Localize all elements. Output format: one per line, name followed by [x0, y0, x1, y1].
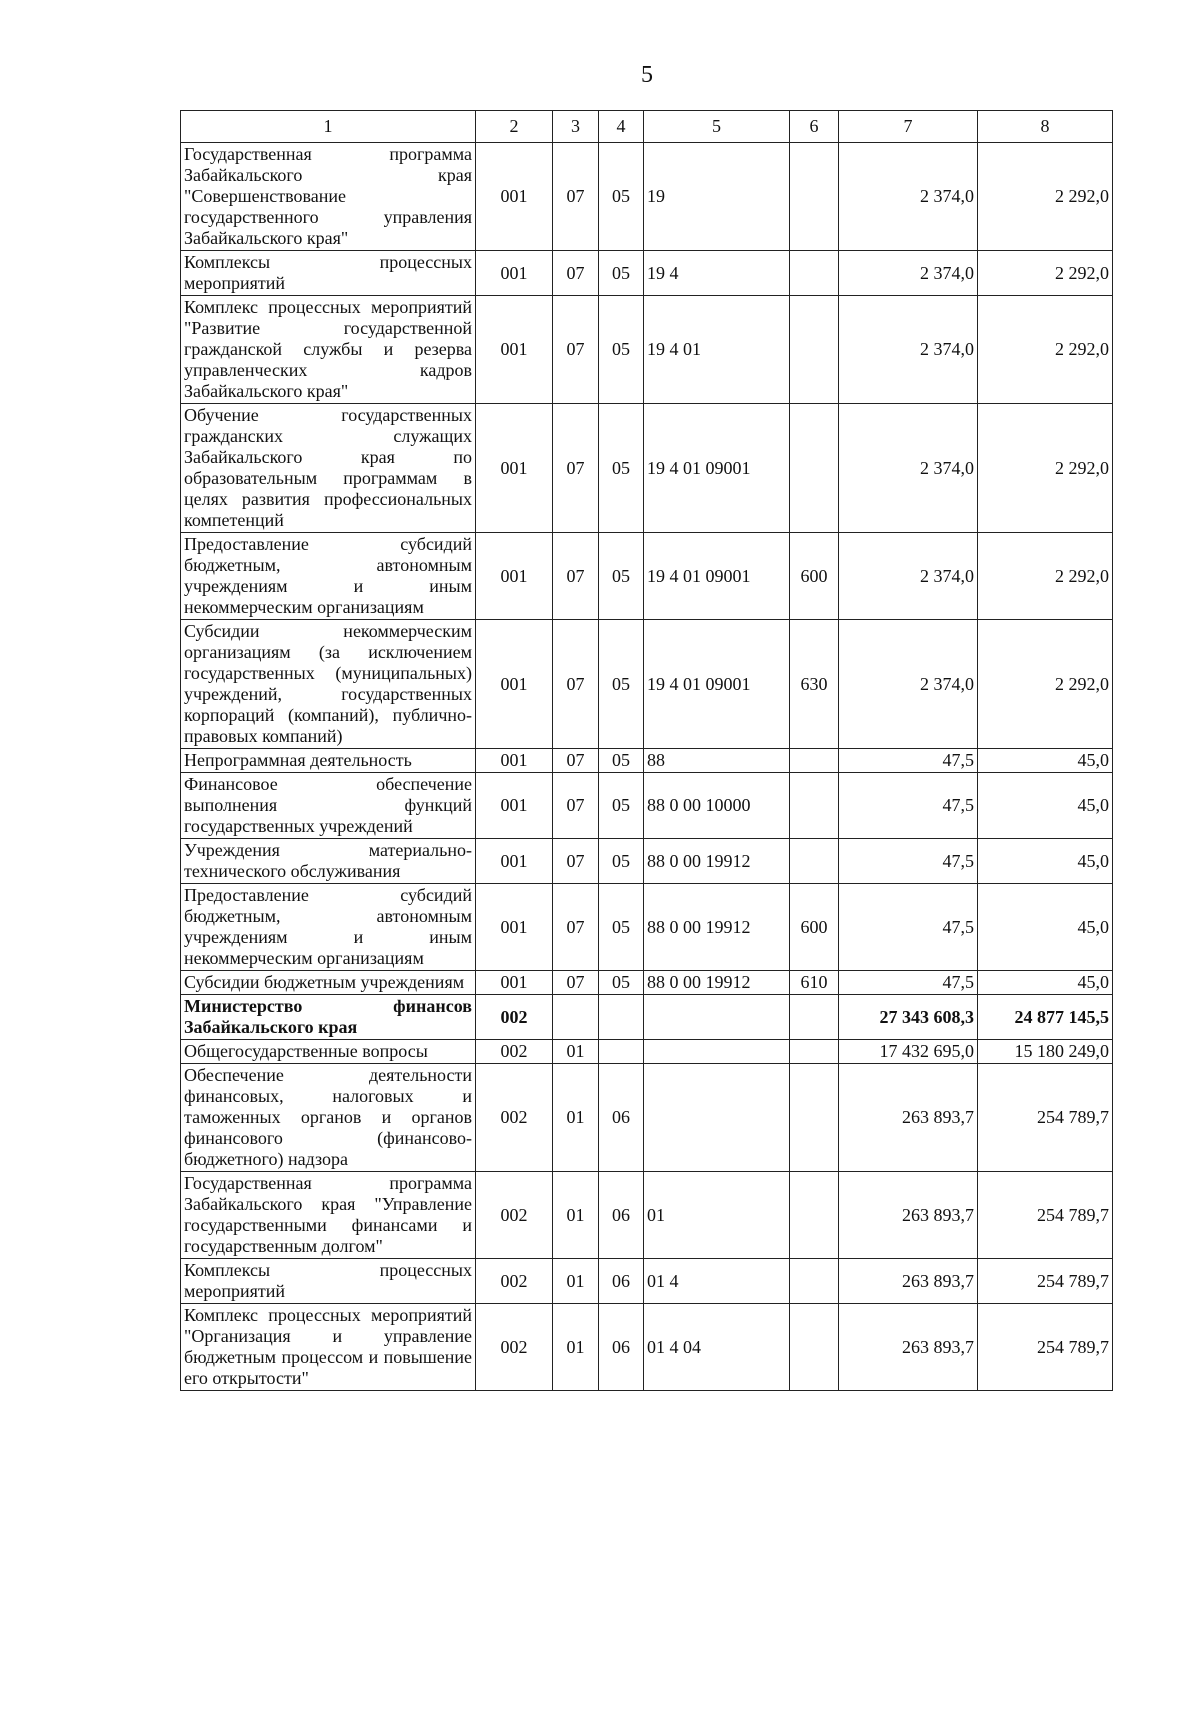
- section-cell: 07: [553, 839, 599, 884]
- row-name-cell: Обеспечение деятельности финансовых, налоговых и таможенных органов и органов финансового (финансово-бюджетного) надзора: [181, 1064, 476, 1172]
- amount-year2-cell: 254 789,7: [978, 1172, 1113, 1259]
- subsection-cell: 05: [599, 620, 644, 749]
- page-number: 5: [641, 62, 653, 88]
- amount-year2-cell: 254 789,7: [978, 1304, 1113, 1391]
- amount-year1-cell: 2 374,0: [839, 533, 978, 620]
- section-cell: 07: [553, 533, 599, 620]
- amount-year1-cell: 263 893,7: [839, 1304, 978, 1391]
- expense-type-cell: [790, 773, 839, 839]
- amount-year2-cell: 24 877 145,5: [978, 995, 1113, 1040]
- row-name-cell: Предоставление субсидий бюджетным, автономным учреждениям и иным некоммерческим организациям: [181, 884, 476, 971]
- column-header: 7: [839, 111, 978, 143]
- row-name-cell: Обучение государственных гражданских служащих Забайкальского края по образовательным программам в целях развития профессиональных компетенций: [181, 404, 476, 533]
- row-name-cell: Финансовое обеспечение выполнения функций государственных учреждений: [181, 773, 476, 839]
- section-cell: 01: [553, 1040, 599, 1064]
- expense-type-cell: [790, 251, 839, 296]
- target-article-cell: 88: [644, 749, 790, 773]
- amount-year2-cell: 2 292,0: [978, 143, 1113, 251]
- admin-code-cell: 002: [476, 1040, 553, 1064]
- amount-year2-cell: 45,0: [978, 884, 1113, 971]
- target-article-cell: 88 0 00 19912: [644, 839, 790, 884]
- admin-code-cell: 002: [476, 995, 553, 1040]
- section-cell: 01: [553, 1304, 599, 1391]
- subsection-cell: 06: [599, 1304, 644, 1391]
- subsection-cell: 05: [599, 884, 644, 971]
- admin-code-cell: 001: [476, 251, 553, 296]
- table-row: [181, 620, 1113, 749]
- row-name-cell: Общегосударственные вопросы: [181, 1040, 476, 1064]
- expense-type-cell: [790, 839, 839, 884]
- table-row: [181, 251, 1113, 296]
- admin-code-cell: 002: [476, 1304, 553, 1391]
- table-row: [181, 1040, 1113, 1064]
- target-article-cell: 01: [644, 1172, 790, 1259]
- row-name-cell: Комплексы процессных мероприятий: [181, 251, 476, 296]
- row-name-cell: Комплексы процессных мероприятий: [181, 1259, 476, 1304]
- target-article-cell: 88 0 00 10000: [644, 773, 790, 839]
- expense-type-cell: [790, 1172, 839, 1259]
- subsection-cell: 05: [599, 251, 644, 296]
- amount-year2-cell: 2 292,0: [978, 533, 1113, 620]
- expense-type-cell: 600: [790, 533, 839, 620]
- admin-code-cell: 002: [476, 1064, 553, 1172]
- column-header: 5: [644, 111, 790, 143]
- amount-year1-cell: 47,5: [839, 749, 978, 773]
- amount-year2-cell: 45,0: [978, 971, 1113, 995]
- section-cell: 01: [553, 1064, 599, 1172]
- table-row: [181, 296, 1113, 404]
- row-name-cell: Министерство финансов Забайкальского края: [181, 995, 476, 1040]
- target-article-cell: [644, 1040, 790, 1064]
- table-row: [181, 533, 1113, 620]
- budget-table: [180, 110, 1113, 1391]
- subsection-cell: 05: [599, 533, 644, 620]
- amount-year2-cell: 2 292,0: [978, 620, 1113, 749]
- amount-year1-cell: 263 893,7: [839, 1064, 978, 1172]
- subsection-cell: 05: [599, 404, 644, 533]
- section-cell: 01: [553, 1172, 599, 1259]
- admin-code-cell: 001: [476, 143, 553, 251]
- subsection-cell: 05: [599, 296, 644, 404]
- amount-year2-cell: 45,0: [978, 773, 1113, 839]
- expense-type-cell: [790, 1304, 839, 1391]
- section-cell: 07: [553, 773, 599, 839]
- table-row: [181, 749, 1113, 773]
- row-name-cell: Непрограммная деятельность: [181, 749, 476, 773]
- subsection-cell: [599, 995, 644, 1040]
- column-header: 2: [476, 111, 553, 143]
- expense-type-cell: 630: [790, 620, 839, 749]
- section-cell: 07: [553, 620, 599, 749]
- table-row: [181, 1304, 1113, 1391]
- subsection-cell: 05: [599, 839, 644, 884]
- admin-code-cell: 001: [476, 404, 553, 533]
- admin-code-cell: 001: [476, 533, 553, 620]
- table-row: [181, 839, 1113, 884]
- table-row: [181, 884, 1113, 971]
- admin-code-cell: 001: [476, 749, 553, 773]
- subsection-cell: 05: [599, 971, 644, 995]
- table-row: [181, 1172, 1113, 1259]
- table-row: [181, 995, 1113, 1040]
- subsection-cell: 05: [599, 773, 644, 839]
- row-name-cell: Государственная программа Забайкальского края "Управление государственными финансами и государственным долгом": [181, 1172, 476, 1259]
- column-header: 4: [599, 111, 644, 143]
- expense-type-cell: [790, 143, 839, 251]
- section-cell: 07: [553, 971, 599, 995]
- amount-year1-cell: 2 374,0: [839, 404, 978, 533]
- expense-type-cell: 610: [790, 971, 839, 995]
- table-row: [181, 971, 1113, 995]
- amount-year1-cell: 2 374,0: [839, 143, 978, 251]
- amount-year2-cell: 2 292,0: [978, 404, 1113, 533]
- expense-type-cell: [790, 1064, 839, 1172]
- expense-type-cell: 600: [790, 884, 839, 971]
- table-row: [181, 143, 1113, 251]
- expense-type-cell: [790, 995, 839, 1040]
- section-cell: 07: [553, 251, 599, 296]
- row-name-cell: Комплекс процессных мероприятий "Развитие государственной гражданской службы и резерва управленческих кадров Забайкальского края": [181, 296, 476, 404]
- target-article-cell: 88 0 00 19912: [644, 971, 790, 995]
- row-name-cell: Комплекс процессных мероприятий "Организация и управление бюджетным процессом и повышение его открытости": [181, 1304, 476, 1391]
- section-cell: 07: [553, 296, 599, 404]
- row-name-cell: Субсидии бюджетным учреждениям: [181, 971, 476, 995]
- amount-year2-cell: 2 292,0: [978, 251, 1113, 296]
- target-article-cell: 19 4 01 09001: [644, 404, 790, 533]
- admin-code-cell: 001: [476, 971, 553, 995]
- section-cell: 07: [553, 884, 599, 971]
- amount-year2-cell: 2 292,0: [978, 296, 1113, 404]
- column-header: 1: [181, 111, 476, 143]
- subsection-cell: 06: [599, 1259, 644, 1304]
- amount-year1-cell: 47,5: [839, 773, 978, 839]
- table-row: [181, 1064, 1113, 1172]
- subsection-cell: 06: [599, 1172, 644, 1259]
- table-row: [181, 773, 1113, 839]
- amount-year1-cell: 2 374,0: [839, 620, 978, 749]
- table-header-row: [181, 111, 1113, 143]
- row-name-cell: Субсидии некоммерческим организациям (за исключением государственных (муниципальных) учреждений, государственных корпораций (компаний), публично-правовых компаний): [181, 620, 476, 749]
- target-article-cell: 19 4 01 09001: [644, 533, 790, 620]
- row-name-cell: Предоставление субсидий бюджетным, автономным учреждениям и иным некоммерческим организациям: [181, 533, 476, 620]
- amount-year1-cell: 27 343 608,3: [839, 995, 978, 1040]
- expense-type-cell: [790, 404, 839, 533]
- section-cell: [553, 995, 599, 1040]
- amount-year1-cell: 263 893,7: [839, 1172, 978, 1259]
- table-row: [181, 1259, 1113, 1304]
- amount-year1-cell: 2 374,0: [839, 251, 978, 296]
- admin-code-cell: 001: [476, 839, 553, 884]
- subsection-cell: 05: [599, 749, 644, 773]
- row-name-cell: Учреждения материально-технического обслуживания: [181, 839, 476, 884]
- target-article-cell: 19 4: [644, 251, 790, 296]
- target-article-cell: 19 4 01: [644, 296, 790, 404]
- table-body: [181, 143, 1113, 1391]
- amount-year2-cell: 254 789,7: [978, 1064, 1113, 1172]
- expense-type-cell: [790, 749, 839, 773]
- amount-year2-cell: 15 180 249,0: [978, 1040, 1113, 1064]
- admin-code-cell: 002: [476, 1172, 553, 1259]
- column-header: 3: [553, 111, 599, 143]
- target-article-cell: [644, 1064, 790, 1172]
- amount-year1-cell: 47,5: [839, 971, 978, 995]
- target-article-cell: 19: [644, 143, 790, 251]
- section-cell: 07: [553, 143, 599, 251]
- admin-code-cell: 002: [476, 1259, 553, 1304]
- row-name-cell: Государственная программа Забайкальского края "Совершенствование государственного управления Забайкальского края": [181, 143, 476, 251]
- admin-code-cell: 001: [476, 773, 553, 839]
- section-cell: 01: [553, 1259, 599, 1304]
- subsection-cell: 05: [599, 143, 644, 251]
- admin-code-cell: 001: [476, 884, 553, 971]
- amount-year1-cell: 263 893,7: [839, 1259, 978, 1304]
- amount-year1-cell: 47,5: [839, 884, 978, 971]
- section-cell: 07: [553, 404, 599, 533]
- subsection-cell: 06: [599, 1064, 644, 1172]
- target-article-cell: 01 4: [644, 1259, 790, 1304]
- amount-year1-cell: 2 374,0: [839, 296, 978, 404]
- target-article-cell: 01 4 04: [644, 1304, 790, 1391]
- column-header: 8: [978, 111, 1113, 143]
- admin-code-cell: 001: [476, 296, 553, 404]
- column-header: 6: [790, 111, 839, 143]
- table-row: [181, 404, 1113, 533]
- target-article-cell: 19 4 01 09001: [644, 620, 790, 749]
- subsection-cell: [599, 1040, 644, 1064]
- amount-year1-cell: 47,5: [839, 839, 978, 884]
- expense-type-cell: [790, 1259, 839, 1304]
- section-cell: 07: [553, 749, 599, 773]
- amount-year2-cell: 45,0: [978, 839, 1113, 884]
- amount-year1-cell: 17 432 695,0: [839, 1040, 978, 1064]
- admin-code-cell: 001: [476, 620, 553, 749]
- target-article-cell: [644, 995, 790, 1040]
- amount-year2-cell: 45,0: [978, 749, 1113, 773]
- amount-year2-cell: 254 789,7: [978, 1259, 1113, 1304]
- expense-type-cell: [790, 1040, 839, 1064]
- expense-type-cell: [790, 296, 839, 404]
- target-article-cell: 88 0 00 19912: [644, 884, 790, 971]
